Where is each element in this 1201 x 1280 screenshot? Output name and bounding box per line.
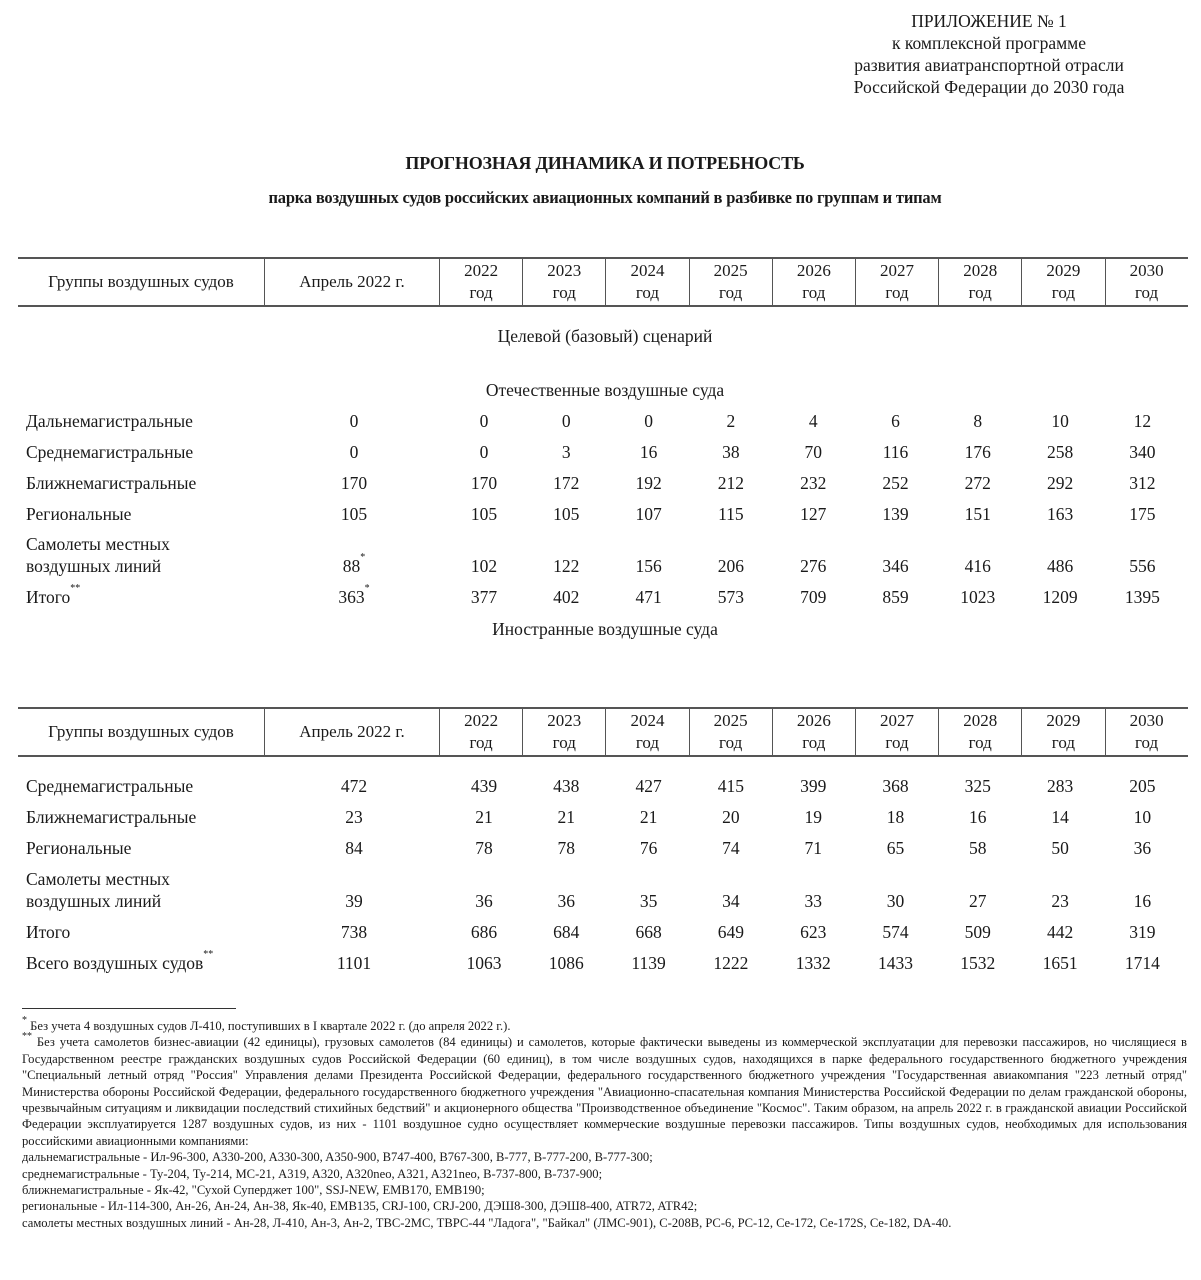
- cell-year-2027: 574: [882, 922, 909, 942]
- row-label: [26, 503, 131, 525]
- cell-year-2027: 368: [882, 776, 909, 796]
- domestic-table-header: [18, 257, 1188, 307]
- cell-year-2025: 415: [717, 776, 745, 796]
- year-label: 2029: [1046, 261, 1081, 280]
- year-suffix: год: [802, 283, 826, 302]
- cell-year-2027: 1433: [878, 953, 913, 973]
- row-label: [26, 472, 196, 494]
- year-suffix: год: [1051, 283, 1076, 302]
- cell-year-2025: 649: [717, 922, 745, 942]
- cell-year-2026: 1332: [795, 953, 831, 973]
- footnote-ref: *: [364, 583, 370, 594]
- year-label: 2023: [547, 261, 582, 280]
- scenario-heading: Целевой (базовый) сценарий: [497, 326, 713, 346]
- row-label-text: Региональные: [26, 838, 132, 858]
- year-label: 2026: [796, 711, 831, 730]
- year-suffix: год: [719, 733, 743, 752]
- cell-value: 84: [345, 838, 363, 858]
- cell-year-2022: 102: [470, 556, 498, 576]
- cell-april-2022: [314, 775, 394, 797]
- header-year-2025: [689, 709, 772, 755]
- table-row: [26, 869, 1196, 912]
- row-label: [26, 949, 214, 974]
- cell-year-2028: 58: [969, 838, 987, 858]
- row-label: [26, 441, 193, 463]
- row-label: [26, 555, 161, 577]
- cell-year-2026: 623: [800, 922, 827, 942]
- table-row: [26, 410, 1196, 432]
- row-label: [26, 410, 193, 432]
- footnote-ref: **: [203, 949, 214, 960]
- year-suffix: год: [719, 283, 743, 302]
- year-suffix: год: [802, 733, 826, 752]
- cell-year-2022: 686: [470, 922, 498, 942]
- year-label: 2030: [1129, 261, 1164, 280]
- cell-year-2027: 18: [886, 807, 905, 827]
- cell-value: 170: [340, 473, 368, 493]
- cell-year-2027: 346: [882, 556, 909, 576]
- cell-year-2023: 3: [561, 442, 571, 462]
- cell-year-2022: 36: [475, 891, 493, 911]
- cell-year-2025: 206: [717, 556, 745, 576]
- cell-year-2022: 0: [479, 411, 489, 431]
- table-row: [26, 837, 1196, 859]
- year-suffix: год: [885, 283, 909, 302]
- cell-year-2026: 127: [800, 504, 827, 524]
- table-row: [26, 921, 1196, 943]
- cell-year-2030: 12: [1133, 411, 1152, 431]
- cell-april-2022: [314, 890, 394, 912]
- cell-year-2023: 122: [553, 556, 580, 576]
- header-year-2022: [439, 259, 522, 305]
- aircraft-types-local: самолеты местных воздушных линий - Ан-28, Л-410, Ан-3, Ан-2, ТВС-2МС, ТВРС-44 "Ладога", "Байкал" (ЛМС-901), C-208B, PC-6, PC-12, Ce-172, Ce-172S, Ce-182, DA-40.: [22, 1215, 952, 1230]
- cell-year-2022: 170: [470, 473, 498, 493]
- cell-year-2027: 859: [882, 587, 909, 607]
- cell-year-2023: 21: [557, 807, 576, 827]
- cell-year-2023: 36: [557, 891, 576, 911]
- cell-year-2029: 292: [1046, 473, 1074, 493]
- cell-april-2022: [314, 410, 394, 432]
- year-suffix: год: [968, 733, 992, 752]
- year-suffix: год: [885, 733, 909, 752]
- cell-year-2023: 402: [553, 587, 580, 607]
- appendix-line-1: ПРИЛОЖЕНИЕ № 1: [911, 11, 1067, 31]
- cell-april-2022: [314, 552, 394, 577]
- appendix-line-2: к комплексной программе: [891, 33, 1086, 53]
- cell-year-2025: 20: [722, 807, 740, 827]
- header-year-2024: [605, 259, 688, 305]
- footnote-2-text: Без учета самолетов бизнес-авиации (42 единицы), грузовых самолетов (84 единицы) и самолетов, которые фактически выведены из коммерческой эксплуатации для перевозки пассажиров, но числящиеся в Государственном реестре гражданских воздушных судов Российской Федерации (60 единиц), в том числе воздушных судов, находящихся в парке федерального государственного бюджетного учреждения "Специальный летный отряд "Россия" Управления делами Президента Российской Федерации, федерального государственного бюджетного учреждения "Государственная авиакомпания "223 летный отряд" Министерства обороны Российской Федерации, федерального государственного бюджетного учреждения "Авиационно-спасательная компания Министерства Российской Федерации по делам гражданской обороны, чрезвычайным ситуациям и ликвидации последствий стихийных бедствий" и акционерного общества "Производственное объединение "Космос". Таким образом, на апрель 2022 г. в гражданской авиации Российской Федерации эксплуатируется 1287 воздушных судов, из них - 1101 воздушное судно осуществляет коммерческие воздушные перевозки пассажиров. Типы воздушных судов, необходимых для использования российскими авиационными компаниями:: [22, 1035, 1187, 1148]
- cell-year-2028: 509: [964, 922, 991, 942]
- year-label: 2030: [1129, 711, 1164, 730]
- cell-year-2027: 139: [882, 504, 909, 524]
- cell-year-2028: 416: [964, 556, 991, 576]
- cell-year-2026: 276: [800, 556, 827, 576]
- footnote-1-text: Без учета 4 воздушных судов Л-410, поступивших в I квартале 2022 г. (до апреля 2022 г.).: [30, 1019, 511, 1033]
- row-label-text: Региональные: [26, 504, 132, 524]
- cell-year-2025: 115: [718, 504, 744, 524]
- cell-april-2022: [314, 921, 394, 943]
- cell-year-2024: 192: [635, 473, 662, 493]
- foreign-section-heading: Иностранные воздушные суда: [492, 619, 718, 639]
- cell-value: 105: [340, 504, 368, 524]
- cell-year-2022: 439: [470, 776, 498, 796]
- table-row: [26, 583, 1196, 608]
- row-label-text: Ближнемагистральные: [26, 807, 197, 827]
- cell-year-2026: 232: [800, 473, 827, 493]
- cell-year-2025: 38: [722, 442, 740, 462]
- row-label: [26, 583, 81, 608]
- cell-year-2022: 78: [475, 838, 493, 858]
- header-year-2030: [1105, 709, 1188, 755]
- cell-year-2025: 74: [722, 838, 740, 858]
- table-row: [26, 503, 1196, 525]
- document-title: ПРОГНОЗНАЯ ДИНАМИКА И ПОТРЕБНОСТЬ: [405, 153, 805, 173]
- appendix-line-4: Российской Федерации до 2030 года: [853, 77, 1125, 97]
- cell-year-2025: 212: [717, 473, 745, 493]
- header-year-2023: [522, 259, 605, 305]
- row-label-text: Дальнемагистральные: [26, 411, 193, 431]
- cell-year-2023: 0: [561, 411, 571, 431]
- cell-value: 738: [340, 922, 368, 942]
- aircraft-types-short-haul: ближнемагистральные - Як-42, "Сухой Суперджет 100", SSJ-NEW, EMB170, EMB190;: [22, 1183, 485, 1198]
- cell-year-2030: 312: [1129, 473, 1156, 493]
- cell-year-2024: 668: [635, 922, 662, 942]
- year-label: 2028: [963, 261, 998, 280]
- header-year-2022: [439, 709, 522, 755]
- row-label-text: Итого: [26, 587, 71, 607]
- cell-april-2022: [314, 806, 394, 828]
- header-april-col: Апрель 2022 г.: [264, 259, 439, 305]
- cell-april-2022: [314, 837, 394, 859]
- cell-year-2022: 377: [470, 587, 498, 607]
- cell-year-2024: 35: [639, 891, 658, 911]
- footnote-divider: [22, 1008, 236, 1009]
- row-label: [26, 921, 70, 943]
- cell-year-2024: 16: [639, 442, 658, 462]
- year-label: 2024: [630, 261, 665, 280]
- cell-value: 1101: [336, 953, 372, 973]
- year-suffix: год: [968, 283, 992, 302]
- cell-year-2025: 573: [717, 587, 745, 607]
- row-label-text: Среднемагистральные: [26, 442, 194, 462]
- cell-year-2026: 399: [800, 776, 827, 796]
- cell-value: 363: [338, 587, 365, 607]
- row-label-text: Всего воздушных судов: [26, 953, 204, 973]
- cell-year-2029: 1209: [1042, 587, 1078, 607]
- header-year-2028: [938, 259, 1021, 305]
- cell-value: 88: [342, 556, 361, 576]
- cell-year-2024: 76: [639, 838, 658, 858]
- cell-year-2024: 471: [635, 587, 662, 607]
- header-year-2027: [855, 709, 938, 755]
- cell-year-2024: 21: [639, 807, 658, 827]
- table-row: [26, 441, 1196, 463]
- cell-year-2024: 0: [644, 411, 653, 431]
- cell-value: 0: [349, 411, 359, 431]
- cell-year-2027: 116: [882, 442, 909, 462]
- year-suffix: год: [469, 283, 493, 302]
- year-suffix: год: [635, 283, 660, 302]
- cell-april-2022: [314, 472, 394, 494]
- cell-year-2024: 427: [635, 776, 662, 796]
- cell-year-2023: 1086: [548, 953, 584, 973]
- footnote-2: [22, 1031, 1187, 1149]
- cell-year-2024: 156: [635, 556, 662, 576]
- year-label: 2027: [880, 711, 915, 730]
- cell-year-2029: 14: [1051, 807, 1069, 827]
- cell-year-2029: 486: [1046, 556, 1074, 576]
- header-year-2030: [1105, 259, 1188, 305]
- aircraft-types-regional: региональные - Ил-114-300, Ан-26, Ан-24, Ан-38, Як-40, EMB135, CRJ-100, CRJ-200, ДЭШ8-300, ДЭШ8-400, ATR72, ATR42;: [22, 1199, 698, 1214]
- cell-year-2024: 107: [635, 504, 662, 524]
- cell-year-2026: 19: [804, 807, 822, 827]
- year-label: 2024: [630, 711, 665, 730]
- cell-year-2025: 34: [722, 891, 740, 911]
- cell-year-2029: 163: [1046, 504, 1074, 524]
- header-year-2027: [855, 259, 938, 305]
- cell-year-2030: 1395: [1124, 587, 1160, 607]
- year-suffix: год: [635, 733, 660, 752]
- cell-year-2029: 1651: [1042, 953, 1078, 973]
- header-year-2026: [772, 709, 855, 755]
- cell-year-2022: 105: [470, 504, 498, 524]
- cell-year-2030: 556: [1129, 556, 1156, 576]
- aircraft-types-long-haul: дальнемагистральные - Ил-96-300, A330-200, A330-300, A350-900, B747-400, B767-300, B-777, B-777-200, B-777-300;: [22, 1150, 653, 1165]
- row-label-line-1: Самолеты местных: [26, 869, 170, 889]
- cell-year-2028: 16: [969, 807, 987, 827]
- cell-year-2027: 65: [886, 838, 905, 858]
- cell-year-2026: 709: [800, 587, 827, 607]
- cell-year-2028: 1532: [960, 953, 996, 973]
- domestic-section-heading: Отечественные воздушные суда: [485, 380, 725, 400]
- cell-year-2028: 27: [969, 891, 987, 911]
- cell-year-2022: 21: [475, 807, 493, 827]
- cell-year-2027: 252: [882, 473, 909, 493]
- cell-april-2022: [314, 441, 394, 463]
- header-april-col: Апрель 2022 г.: [264, 709, 439, 755]
- cell-year-2030: 10: [1133, 807, 1152, 827]
- foreign-table-header: [18, 707, 1188, 757]
- row-label: [26, 775, 193, 797]
- cell-year-2029: 23: [1051, 891, 1069, 911]
- footnote-1: [22, 1015, 1187, 1034]
- cell-year-2026: 71: [804, 838, 822, 858]
- cell-year-2029: 10: [1051, 411, 1069, 431]
- year-suffix: год: [552, 283, 576, 302]
- cell-year-2029: 258: [1046, 442, 1074, 462]
- row-label-text: Среднемагистральные: [26, 776, 194, 796]
- footnotes: [22, 1015, 1187, 1231]
- cell-april-2022: [314, 952, 394, 974]
- cell-year-2028: 325: [964, 776, 991, 796]
- cell-april-2022: [314, 503, 394, 525]
- cell-value: 0: [349, 442, 359, 462]
- header-group-col: Группы воздушных судов: [48, 272, 234, 291]
- footnote-2-mark: **: [22, 1031, 32, 1043]
- cell-year-2030: 205: [1129, 776, 1156, 796]
- cell-value: 39: [345, 891, 363, 911]
- footnote-ref: *: [360, 552, 366, 563]
- year-suffix: год: [1134, 733, 1159, 752]
- header-year-2029: [1021, 259, 1104, 305]
- cell-value: 472: [340, 776, 368, 796]
- row-label: [26, 890, 161, 912]
- cell-year-2026: 33: [804, 891, 822, 911]
- year-label: 2028: [963, 711, 998, 730]
- cell-year-2028: 272: [964, 473, 991, 493]
- year-label: 2025: [713, 711, 748, 730]
- row-label-text: воздушных линий: [26, 891, 162, 911]
- cell-year-2022: 1063: [466, 953, 502, 973]
- cell-year-2030: 16: [1133, 891, 1152, 911]
- year-label: 2027: [880, 261, 915, 280]
- year-label: 2022: [464, 261, 499, 280]
- cell-year-2029: 50: [1051, 838, 1069, 858]
- row-label: [26, 806, 196, 828]
- cell-year-2024: 1139: [631, 953, 666, 973]
- cell-year-2029: 442: [1046, 922, 1074, 942]
- cell-year-2028: 8: [973, 411, 983, 431]
- cell-year-2027: 6: [891, 411, 900, 431]
- cell-year-2023: 438: [553, 776, 580, 796]
- document-subtitle: парка воздушных судов российских авиационных компаний в разбивке по группам и типам: [268, 188, 942, 207]
- cell-year-2030: 340: [1129, 442, 1156, 462]
- cell-year-2028: 1023: [960, 587, 996, 607]
- row-label-text: Итого: [26, 922, 71, 942]
- header-group-col: Группы воздушных судов: [48, 722, 234, 741]
- cell-year-2030: 319: [1129, 922, 1156, 942]
- cell-year-2026: 70: [804, 442, 822, 462]
- cell-year-2022: 0: [479, 442, 489, 462]
- cell-year-2025: 1222: [713, 953, 749, 973]
- cell-year-2023: 684: [553, 922, 580, 942]
- table-row: [26, 949, 1196, 974]
- cell-year-2028: 176: [964, 442, 991, 462]
- cell-year-2030: 1714: [1124, 953, 1160, 973]
- cell-year-2030: 175: [1129, 504, 1156, 524]
- cell-year-2030: 36: [1133, 838, 1152, 858]
- row-label-line-1: Самолеты местных: [26, 534, 170, 554]
- cell-value: 23: [345, 807, 363, 827]
- cell-year-2025: 2: [726, 411, 736, 431]
- cell-april-2022: [314, 583, 394, 608]
- appendix-heading: [819, 10, 1159, 98]
- table-row: [26, 806, 1196, 828]
- appendix-line-3: развития авиатранспортной отрасли: [854, 55, 1124, 75]
- header-year-2024: [605, 709, 688, 755]
- year-suffix: год: [469, 733, 493, 752]
- header-year-2029: [1021, 709, 1104, 755]
- year-suffix: год: [1051, 733, 1076, 752]
- table-row: [26, 775, 1196, 797]
- year-label: 2022: [464, 711, 499, 730]
- year-label: 2023: [547, 711, 582, 730]
- cell-year-2023: 105: [553, 504, 580, 524]
- cell-year-2023: 78: [557, 838, 576, 858]
- table-row: [26, 534, 1196, 577]
- table-row: [26, 472, 1196, 494]
- year-suffix: год: [552, 733, 576, 752]
- year-suffix: год: [1134, 283, 1159, 302]
- row-label-text: Ближнемагистральные: [26, 473, 197, 493]
- year-label: 2025: [713, 261, 748, 280]
- row-label-text: воздушных линий: [26, 556, 162, 576]
- footnote-1-mark: *: [22, 1015, 27, 1026]
- year-label: 2029: [1046, 711, 1081, 730]
- year-label: 2026: [796, 261, 831, 280]
- header-year-2026: [772, 259, 855, 305]
- header-year-2023: [522, 709, 605, 755]
- footnote-ref: **: [70, 583, 81, 594]
- cell-year-2027: 30: [886, 891, 905, 911]
- aircraft-types-medium-haul: среднемагистральные - Ту-204, Ту-214, МС-21, A319, A320, A320neo, A321, A321neo, B-737-800, B-737-900;: [22, 1166, 603, 1181]
- header-year-2028: [938, 709, 1021, 755]
- cell-year-2023: 172: [553, 473, 580, 493]
- cell-year-2028: 151: [964, 504, 991, 524]
- header-year-2025: [689, 259, 772, 305]
- row-label: [26, 837, 131, 859]
- cell-year-2026: 4: [808, 411, 818, 431]
- cell-year-2029: 283: [1046, 776, 1074, 796]
